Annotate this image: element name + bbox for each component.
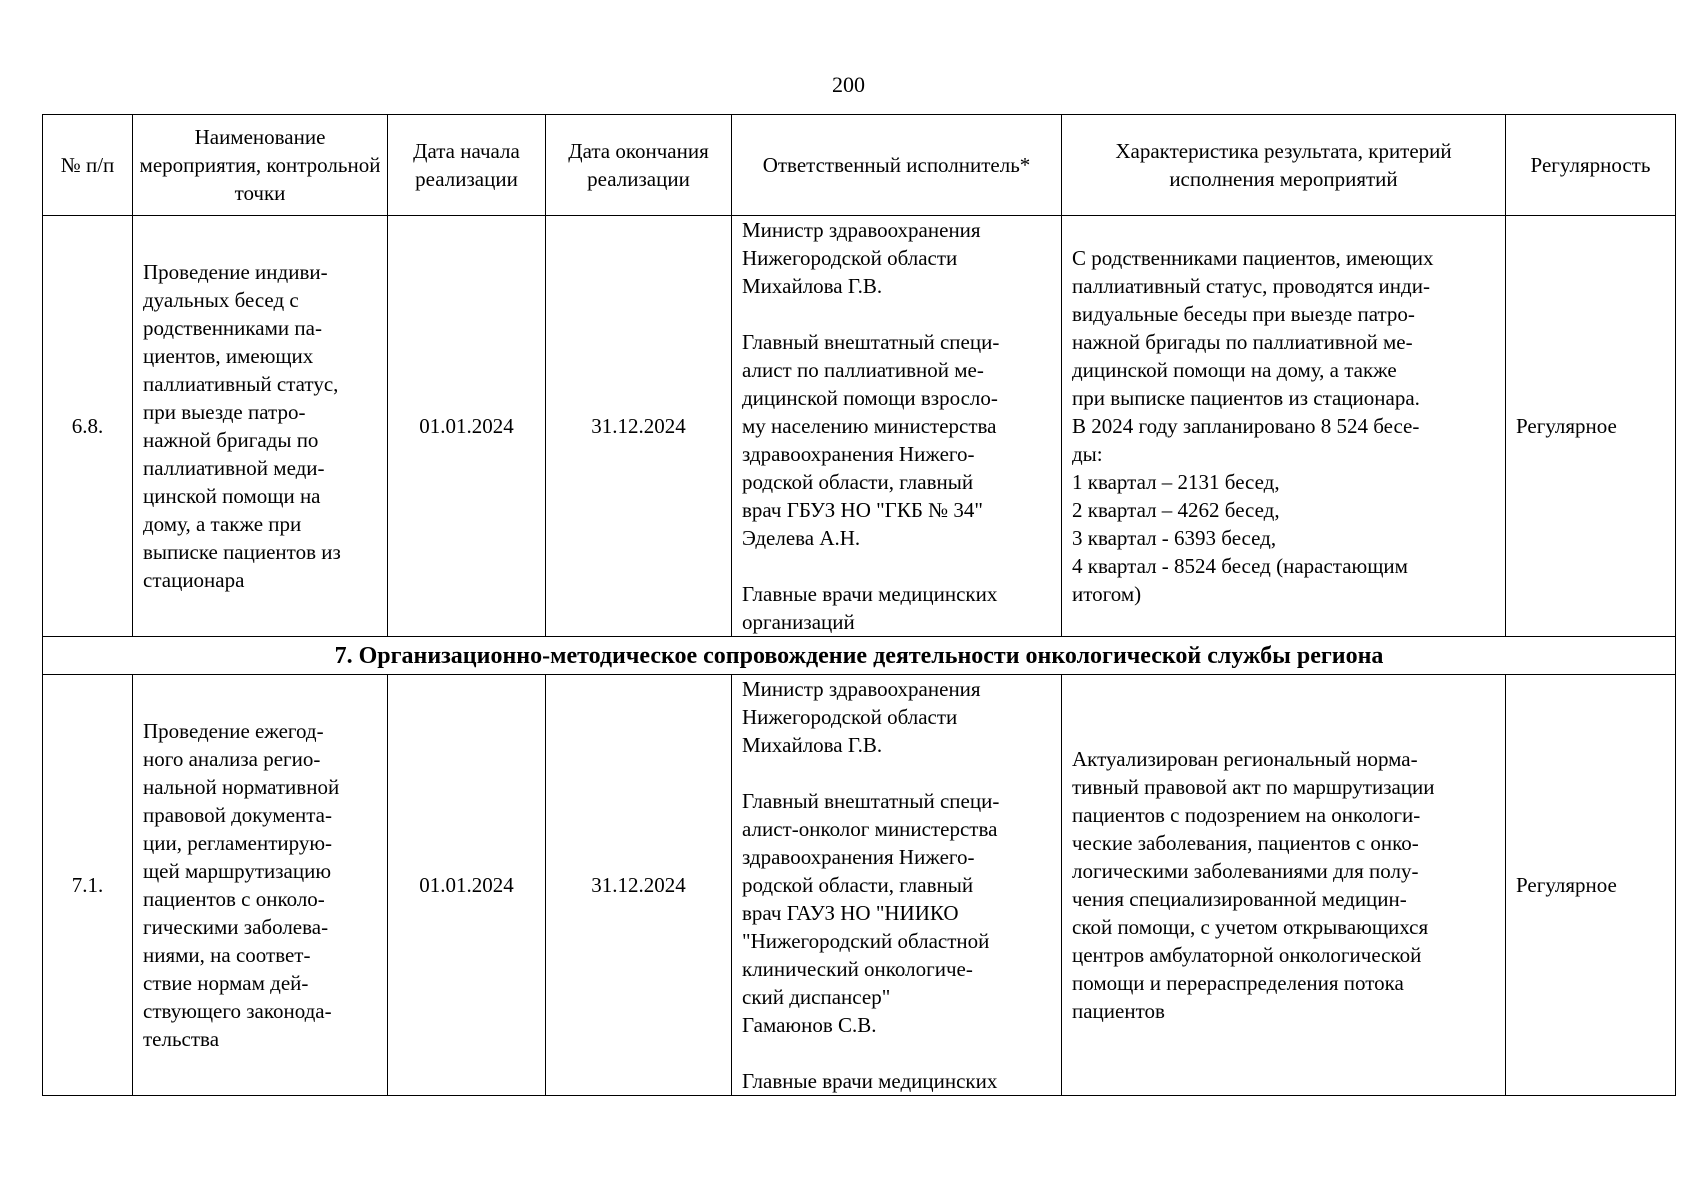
table-header-row bbox=[43, 115, 1676, 216]
end-date: 31.12.2024 bbox=[546, 675, 732, 1096]
header-regularity: Регулярность bbox=[1506, 115, 1676, 216]
header-end-date: Дата окончания реализации bbox=[546, 115, 732, 216]
measure-name: Проведение ежегод- ного анализа регио- нальной нормативной правовой документа- ции, регламентирую- щей маршрутизацию пациентов с онколо- гическими заболева- ниями, на соответ- ствие нормам дей- ствующего законода- тельства bbox=[133, 675, 388, 1096]
header-result: Характеристика результата, критерий исполнения мероприятий bbox=[1062, 115, 1506, 216]
responsible-executor: Министр здравоохранения Нижегородской области Михайлова Г.В. Главный внештатный специ- алист-онколог министерства здравоохранения Нижего- родской области, главный врач ГАУЗ НО "НИИКО "Нижегородский областной клинический онкологиче- ский диспансер" Гамаюнов С.В. Главные врачи медицинских bbox=[732, 675, 1062, 1096]
row-number: 6.8. bbox=[43, 216, 133, 637]
section-heading-row bbox=[43, 637, 1676, 675]
header-responsible: Ответственный исполнитель* bbox=[732, 115, 1062, 216]
row-number: 7.1. bbox=[43, 675, 133, 1096]
page-number: 200 bbox=[832, 72, 865, 97]
result-description: Актуализирован региональный норма- тивный правовой акт по маршрутизации пациентов с подозрением на онкологи- ческие заболевания, пациентов с онко- логическими заболеваниями для полу- чения специализированной медицин- ской помощи, с учетом открывающихся центров амбулаторной онкологической помощи и перераспределения потока пациентов bbox=[1062, 675, 1506, 1096]
table-row bbox=[43, 216, 1676, 637]
measure-name: Проведение индиви- дуальных бесед с родственниками па- циентов, имеющих паллиативный статус, при выезде патро- нажной бригады по паллиативной меди- цинской помощи на дому, а также при выписке пациентов из стационара bbox=[133, 216, 388, 637]
regularity: Регулярное bbox=[1506, 216, 1676, 637]
header-name: Наименование мероприятия, контрольной точки bbox=[133, 115, 388, 216]
section-heading: 7. Организационно-методическое сопровождение деятельности онкологической службы региона bbox=[43, 637, 1676, 675]
header-num: № п/п bbox=[43, 115, 133, 216]
measures-table bbox=[42, 114, 1676, 1096]
regularity: Регулярное bbox=[1506, 675, 1676, 1096]
header-start-date: Дата начала реализации bbox=[388, 115, 546, 216]
start-date: 01.01.2024 bbox=[388, 675, 546, 1096]
end-date: 31.12.2024 bbox=[546, 216, 732, 637]
result-description: С родственниками пациентов, имеющих паллиативный статус, проводятся инди- видуальные беседы при выезде патро- нажной бригады по паллиативной ме- дицинской помощи на дому, а также при выписке пациентов из стационара. В 2024 году запланировано 8 524 бесе- ды: 1 квартал – 2131 бесед, 2 квартал – 4262 бесед, 3 квартал - 6393 бесед, 4 квартал - 8524 бесед (нарастающим итогом) bbox=[1062, 216, 1506, 637]
responsible-executor: Министр здравоохранения Нижегородской области Михайлова Г.В. Главный внештатный специ- алист по паллиативной ме- дицинской помощи взросло- му населению министерства здравоохранения Нижего- родской области, главный врач ГБУЗ НО "ГКБ № 34" Эделева А.Н. Главные врачи медицинских организаций bbox=[732, 216, 1062, 637]
table-row bbox=[43, 675, 1676, 1096]
start-date: 01.01.2024 bbox=[388, 216, 546, 637]
